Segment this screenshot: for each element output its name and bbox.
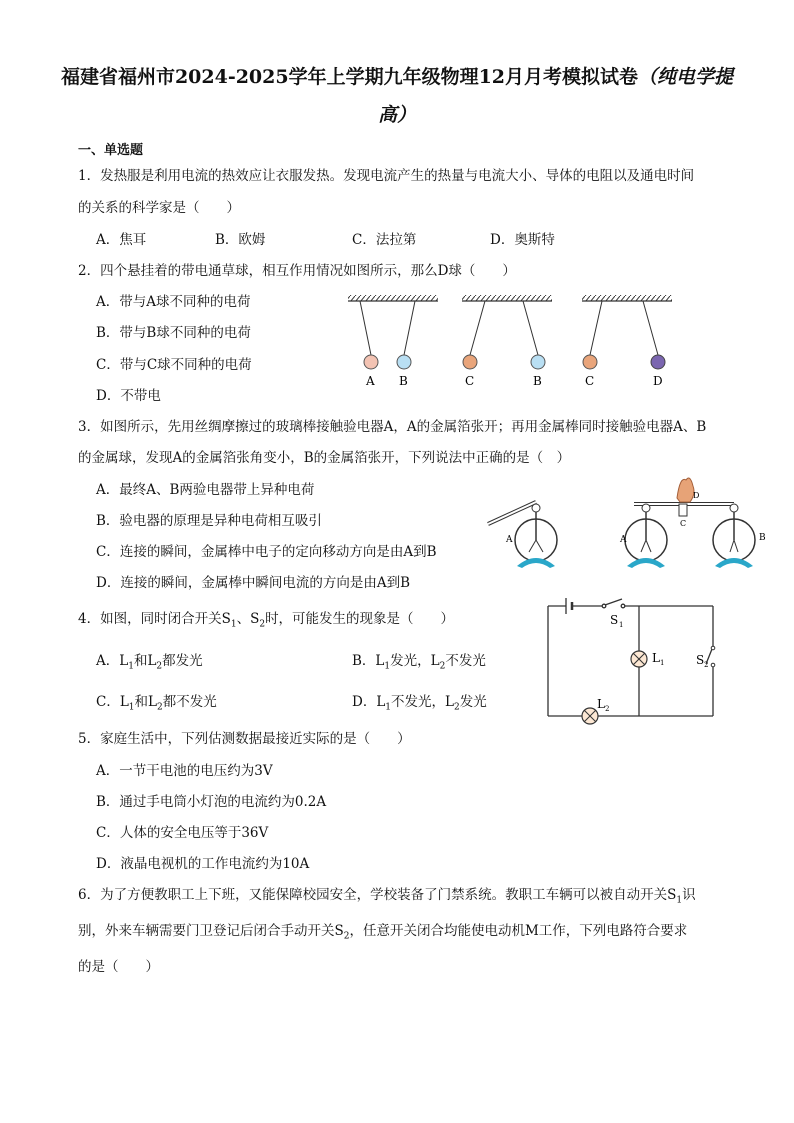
label-a: A <box>620 535 627 545</box>
opt-part: B．L <box>352 653 385 669</box>
q5-option-a: A．一节干电池的电压约为3V <box>96 763 273 779</box>
q1-option-d: D．奥斯特 <box>490 232 555 248</box>
q4-option-d <box>352 693 487 717</box>
q3-electroscope-figure <box>484 468 774 573</box>
ball-d <box>651 355 665 369</box>
subscript: 2 <box>157 702 163 713</box>
subscript: 2 <box>156 661 163 672</box>
label-s1-sub: 1 <box>619 621 624 629</box>
q2-option-d: D．不带电 <box>96 388 161 404</box>
q1-option-c: C．法拉第 <box>352 232 417 248</box>
switch-contact <box>711 646 715 650</box>
ball-label: B <box>533 374 542 388</box>
ball-label: C <box>465 374 475 388</box>
q2-option-c: C．带与C球不同种的电荷 <box>96 357 252 373</box>
ball-label: C <box>585 374 595 388</box>
q2-group-cd <box>582 295 672 388</box>
q4-stem-part: 、S <box>236 611 260 627</box>
q2-pith-balls-figure <box>340 290 685 390</box>
q4-stem-part: 4．如图，同时闭合开关S <box>78 611 231 627</box>
q3-stem-line1: 3．如图所示，先用丝绸摩擦过的玻璃棒接触验电器A，A的金属箔张开；再用金属棒同时接触验电器A、B <box>78 419 707 435</box>
metal-ball <box>642 504 650 512</box>
switch-contact <box>621 604 625 608</box>
label-l2: L <box>597 697 605 711</box>
q3-option-c: C．连接的瞬间，金属棒中电子的定向移动方向是由A到B <box>96 544 437 560</box>
label-l2-sub: 2 <box>605 705 610 713</box>
q4-option-b <box>352 652 486 676</box>
opt-part: D．L <box>352 694 386 710</box>
subscript: 1 <box>676 895 683 906</box>
opt-part: 不发光，L <box>391 694 454 710</box>
label-s1: S <box>610 613 619 627</box>
opt-part: 都不发光 <box>162 694 217 710</box>
switch-s1-lever <box>605 599 622 605</box>
q6-stem-line2 <box>78 922 687 946</box>
q5-option-d: D．液晶电视机的工作电流约为10A <box>96 856 310 872</box>
q6-stem-line3: 的是（ ） <box>78 959 159 975</box>
subscript: 2 <box>259 619 266 630</box>
electroscope-base <box>715 558 753 568</box>
thread <box>470 301 485 355</box>
opt-part: 不发光 <box>445 653 486 669</box>
opt-part: A．L <box>96 653 129 669</box>
electroscope-a-with-rod <box>488 502 557 568</box>
lamp-l2-icon <box>582 708 598 724</box>
q6-part: 别，外来车辆需要门卫登记后闭合手动开关S <box>78 923 344 939</box>
ball-a <box>364 355 378 369</box>
ball-label: D <box>653 374 663 388</box>
label-d: D <box>693 491 700 500</box>
subscript: 1 <box>384 661 391 672</box>
q6-part: 识 <box>682 887 696 903</box>
q2-group-cb <box>462 295 552 388</box>
q3-option-d: D．连接的瞬间，金属棒中瞬间电流的方向是由A到B <box>96 575 410 591</box>
title-italic: （纯电学提高） <box>377 66 734 126</box>
label-c: C <box>680 519 687 528</box>
q5-option-c: C．人体的安全电压等于36V <box>96 825 269 841</box>
subscript: 2 <box>439 661 446 672</box>
opt-part: 发光 <box>459 694 487 710</box>
section-heading: 一、单选题 <box>78 143 144 158</box>
switch-contact <box>711 663 715 667</box>
subscript: 2 <box>343 931 350 942</box>
q4-circuit-diagram <box>540 594 725 726</box>
opt-part: 和L <box>133 653 157 669</box>
ceiling-hatch <box>582 295 672 301</box>
q2-stem: 2．四个悬挂着的带电通草球，相互作用情况如图所示，那么D球（ ） <box>78 263 516 279</box>
thread <box>404 301 415 355</box>
metal-ball <box>532 504 540 512</box>
exam-title <box>60 58 734 134</box>
ball-c <box>463 355 477 369</box>
q2-option-a: A．带与A球不同种的电荷 <box>96 294 251 310</box>
q3-option-a: A．最终A、B两验电器带上异种电荷 <box>96 482 315 498</box>
q4-stem-part: 时，可能发生的现象是（ ） <box>265 611 455 627</box>
label-b: B <box>759 533 766 543</box>
label-s2: S <box>696 653 705 667</box>
label-l1-sub: 1 <box>660 659 665 667</box>
q6-part: 6．为了方便教职工上下班，又能保障校园安全，学校装备了门禁系统。教职工车辆可以被自动开关S <box>78 887 677 903</box>
ball-b <box>397 355 411 369</box>
subscript: 1 <box>230 619 237 630</box>
subscript: 1 <box>128 702 135 713</box>
ceiling-hatch <box>462 295 552 301</box>
hand-icon <box>677 478 694 502</box>
electroscope-base <box>627 558 665 568</box>
label-l1: L <box>652 651 660 665</box>
q2-option-b: B．带与B球不同种的电荷 <box>96 325 251 341</box>
thread <box>360 301 371 355</box>
thread <box>590 301 602 355</box>
thread <box>643 301 658 355</box>
q3-stem-line2: 的金属球，发现A的金属箔张角变小，B的金属箔张开，下列说法中正确的是（ ） <box>78 450 571 466</box>
q4-stem <box>78 610 454 634</box>
q4-option-a <box>96 652 203 676</box>
q1-option-b: B．欧姆 <box>215 232 266 248</box>
q5-option-b: B．通过手电筒小灯泡的电流约为0.2A <box>96 794 327 810</box>
q3-option-b: B．验电器的原理是异种电荷相互吸引 <box>96 513 322 529</box>
ball-b <box>531 355 545 369</box>
opt-part: 发光，L <box>390 653 440 669</box>
insulating-handle <box>679 504 687 516</box>
subscript: 1 <box>385 702 392 713</box>
ceiling-hatch <box>348 295 438 301</box>
q1-stem-line2: 的关系的科学家是（ ） <box>78 200 240 216</box>
ball-label: A <box>366 374 375 388</box>
q2-group-ab <box>348 295 438 388</box>
q4-option-c <box>96 693 217 717</box>
lamp-l1-icon <box>631 651 647 667</box>
q1-option-a: A．焦耳 <box>96 232 147 248</box>
electroscopes-a-b-connected <box>619 478 766 568</box>
label-s2-sub: 2 <box>704 661 709 669</box>
q5-stem: 5．家庭生活中，下列估测数据最接近实际的是（ ） <box>78 731 411 747</box>
ball-c <box>583 355 597 369</box>
label-a: A <box>506 535 513 545</box>
q6-part: ，任意开关闭合均能使电动机M工作，下列电路符合要求 <box>349 923 688 939</box>
electroscope-base <box>517 558 555 568</box>
opt-part: 都发光 <box>162 653 203 669</box>
ball-label: B <box>399 374 408 388</box>
title-main: 福建省福州市2024-2025学年上学期九年级物理12月月考模拟试卷 <box>60 66 639 88</box>
opt-part: 和L <box>134 694 157 710</box>
subscript: 1 <box>128 661 134 672</box>
q6-stem-line1 <box>78 886 696 910</box>
metal-ball <box>730 504 738 512</box>
opt-part: C．L <box>96 694 129 710</box>
subscript: 2 <box>454 702 460 713</box>
thread <box>523 301 538 355</box>
q1-stem-line1: 1．发热服是利用电流的热效应让衣服发热。发现电流产生的热量与电流大小、导体的电阻以及通电时间 <box>78 168 695 184</box>
